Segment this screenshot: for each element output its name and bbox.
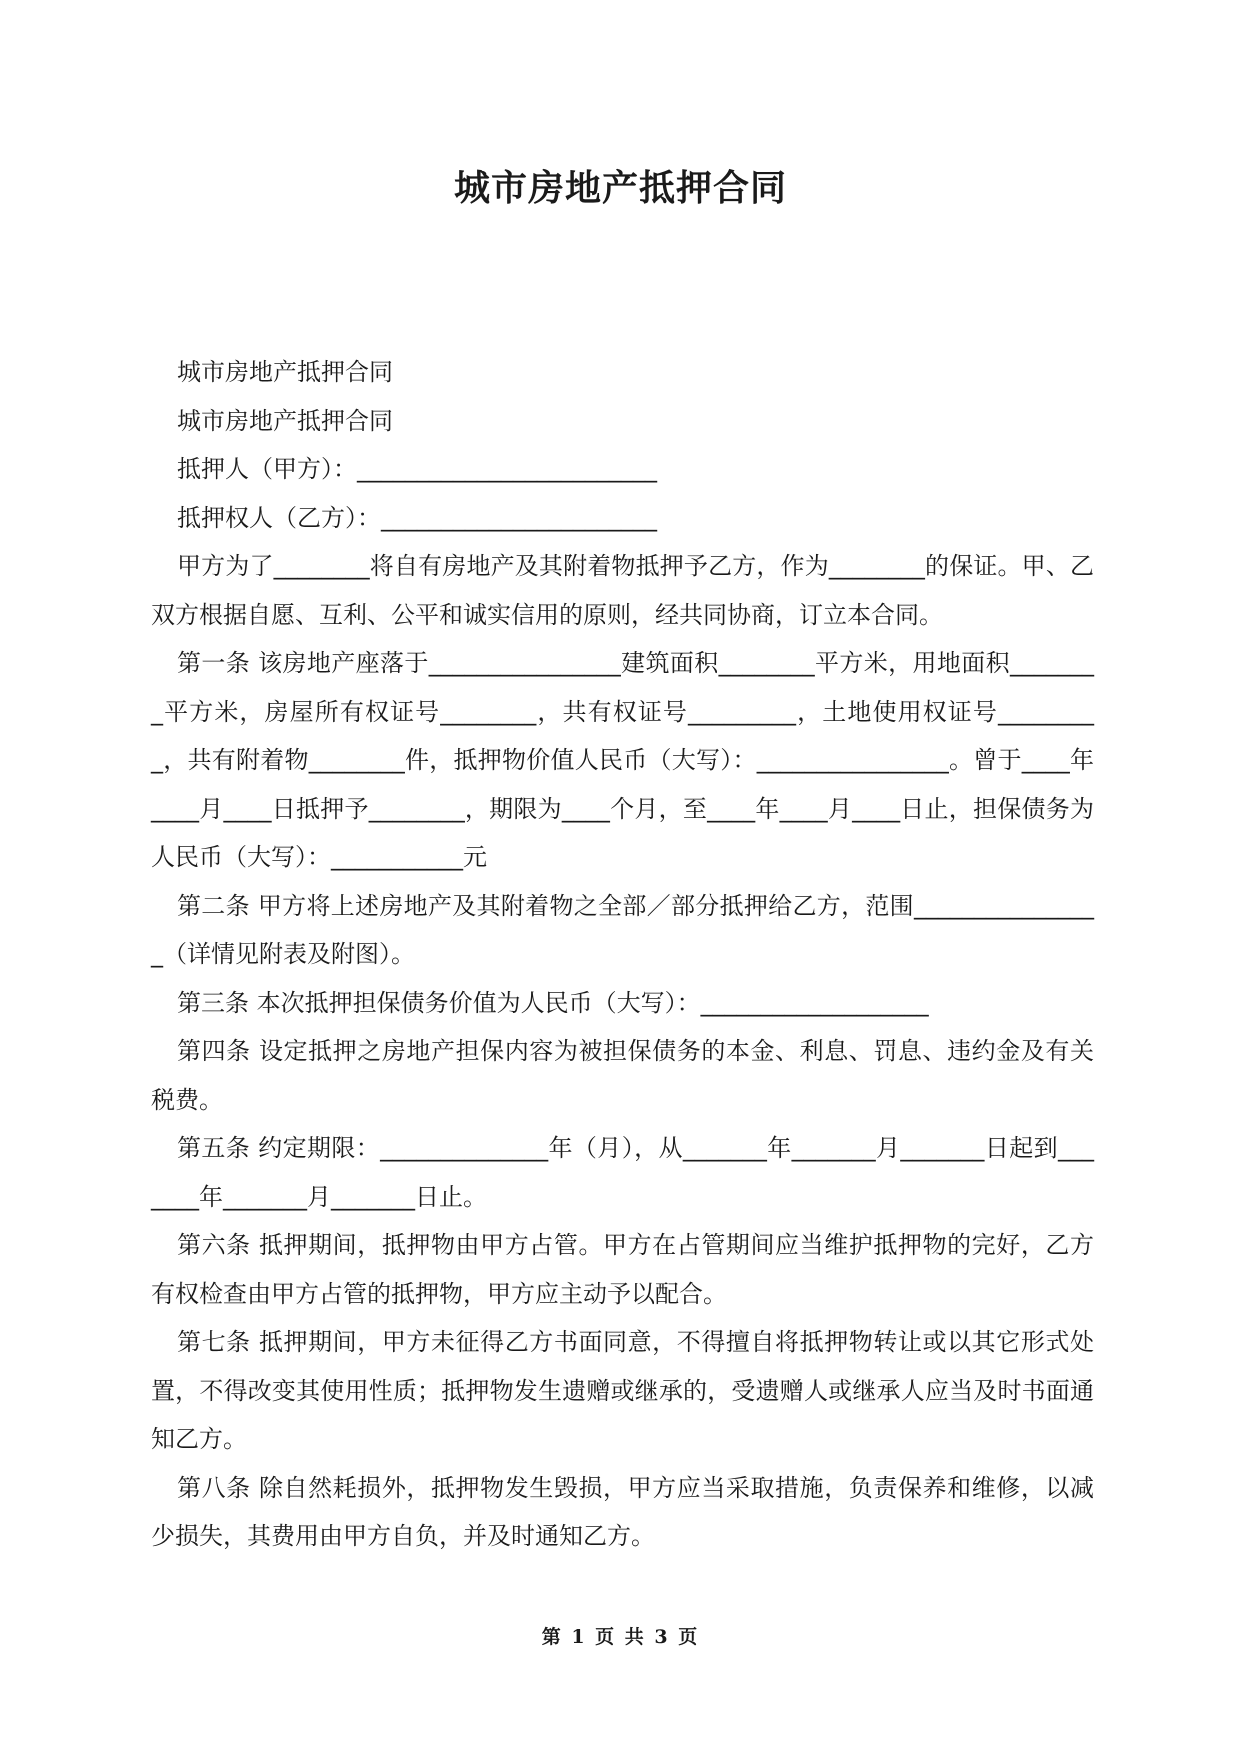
paragraph-article-1: 第一条 该房地产座落于________________建筑面积________平方米，用地面积________平方米，房屋所有权证号________，共有权证号_________，土地使用权证号_________，共有附着物________件，抵押物价值人民币（大写）：________________。曾于____年____月____日抵押予________，期限为____个月，至____年____月____日止，担保债务为人民币（大写）：___________元 [151, 649, 1094, 871]
paragraph-mortgagor: 抵押人（甲方）：_________________________ [177, 455, 657, 483]
paragraph-article-7: 第七条 抵押期间，甲方未征得乙方书面同意，不得擅自将抵押物转让或以其它形式处置，不得改变其使用性质；抵押物发生遗赠或继承的，受遗赠人或继承人应当及时书面通知乙方。 [151, 1328, 1094, 1453]
page-number: 第 1 页 共 3 页 [541, 1626, 700, 1648]
document-title: 城市房地产抵押合同 [453, 168, 787, 209]
paragraph-heading-2: 城市房地产抵押合同 [177, 406, 393, 435]
paragraph-article-8: 第八条 除自然耗损外，抵押物发生毁损，甲方应当采取措施，负责保养和维修，以减少损失，其费用由甲方自负，并及时通知乙方。 [151, 1473, 1094, 1550]
paragraph-heading-1: 城市房地产抵押合同 [177, 358, 393, 386]
document-body [151, 348, 1094, 1561]
paragraph-article-3: 第三条 本次抵押担保债务价值为人民币（大写）：___________________ [177, 988, 929, 1017]
paragraph-article-6: 第六条 抵押期间，抵押物由甲方占管。甲方在占管期间应当维护抵押物的完好，乙方有权检查由甲方占管的抵押物，甲方应主动予以配合。 [151, 1231, 1094, 1308]
paragraph-preamble: 甲方为了________将自有房地产及其附着物抵押予乙方，作为________的保证。甲、乙双方根据自愿、互利、公平和诚实信用的原则，经共同协商，订立本合同。 [151, 552, 1094, 629]
paragraph-mortgagee: 抵押权人（乙方）：_______________________ [177, 503, 657, 532]
paragraph-article-5: 第五条 约定期限：______________年（月），从_______年_______月_______日起到_______年_______月_______日止。 [151, 1134, 1094, 1211]
paragraph-article-2: 第二条 甲方将上述房地产及其附着物之全部／部分抵押给乙方，范围________________（详情见附表及附图）。 [151, 891, 1094, 968]
paragraph-article-4: 第四条 设定抵押之房地产担保内容为被担保债务的本金、利息、罚息、违约金及有关税费。 [151, 1037, 1094, 1114]
